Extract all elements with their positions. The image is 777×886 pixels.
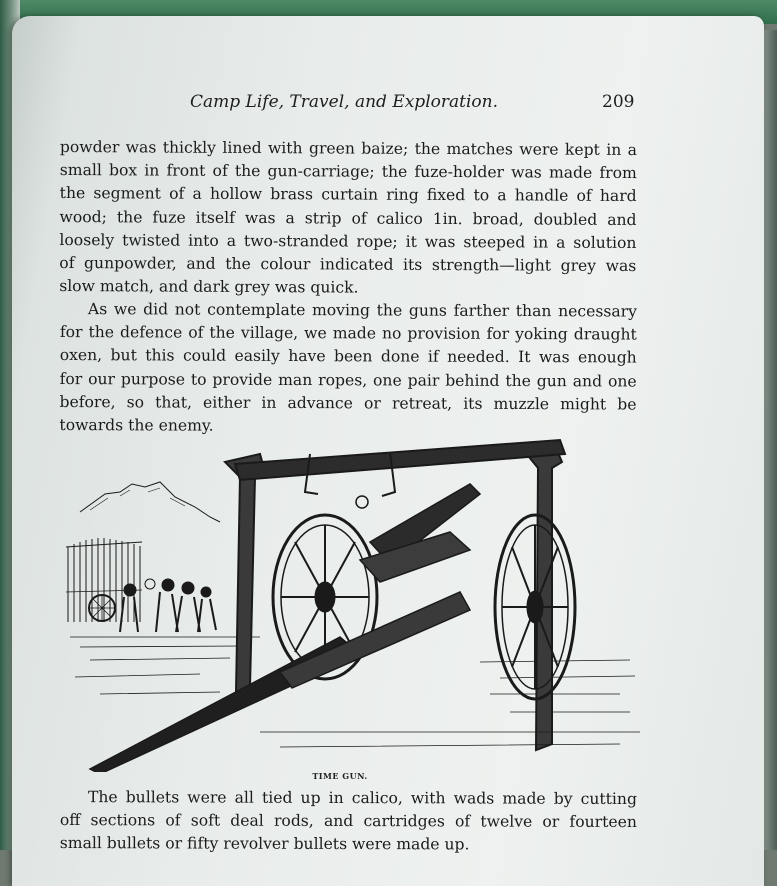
- men-hauling-gun: [89, 579, 216, 632]
- paragraph-2: [59, 298, 637, 440]
- text-line: powder was thickly lined with green baize; the matches were kept in a: [59, 137, 637, 160]
- text-line: off sections of soft deal rods, and cartridges of twelve or fourteen: [59, 811, 637, 832]
- text-line: small bullets or fifty revolver bullets were made up.: [59, 834, 470, 854]
- text-line: loosely twisted into a two-stranded rope; it was steeped in a solution: [59, 230, 637, 252]
- text-line: small box in front of the gun-carriage; the fuze-holder was made from: [59, 161, 637, 183]
- text-line: towards the enemy.: [59, 415, 214, 435]
- figure-caption: TIME GUN.: [312, 771, 368, 781]
- gun-wheel-right: [495, 515, 575, 699]
- text-line: before, so that, either in advance or retreat, its muzzle might be: [59, 392, 637, 414]
- text-line: oxen, but this could easily have been done if needed. It was enough: [59, 346, 637, 367]
- running-head-title: Camp Life, Travel, and Exploration.: [190, 92, 498, 112]
- gun-trail: [90, 592, 470, 772]
- text-line: The bullets were all tied up in calico, with wads made by cutting: [87, 788, 637, 809]
- time-gun-illustration: [60, 432, 642, 772]
- stockade: [66, 538, 142, 622]
- running-head: [190, 92, 640, 116]
- text-line: for our purpose to provide man ropes, one pair behind the gun and one: [59, 369, 637, 391]
- paragraph-1: [59, 136, 637, 301]
- page-number: 209: [602, 92, 635, 112]
- text-line: wood; the fuze itself was a strip of calico 1in. broad, doubled and: [59, 207, 637, 229]
- text-line: slow match, and dark grey was quick.: [59, 277, 359, 297]
- text-line: the segment of a hollow brass curtain ring fixed to a handle of hard: [59, 184, 637, 206]
- text-line: As we did not contemplate moving the guns farther than necessary: [87, 300, 637, 321]
- paragraph-3: [60, 786, 637, 858]
- gun-barrel: [356, 484, 480, 582]
- text-line: for the defence of the village, we made no provision for yoking draught: [59, 323, 637, 344]
- mountain-outline: [80, 482, 220, 522]
- text-line: of gunpowder, and the colour indicated its strength—light grey was: [59, 253, 637, 275]
